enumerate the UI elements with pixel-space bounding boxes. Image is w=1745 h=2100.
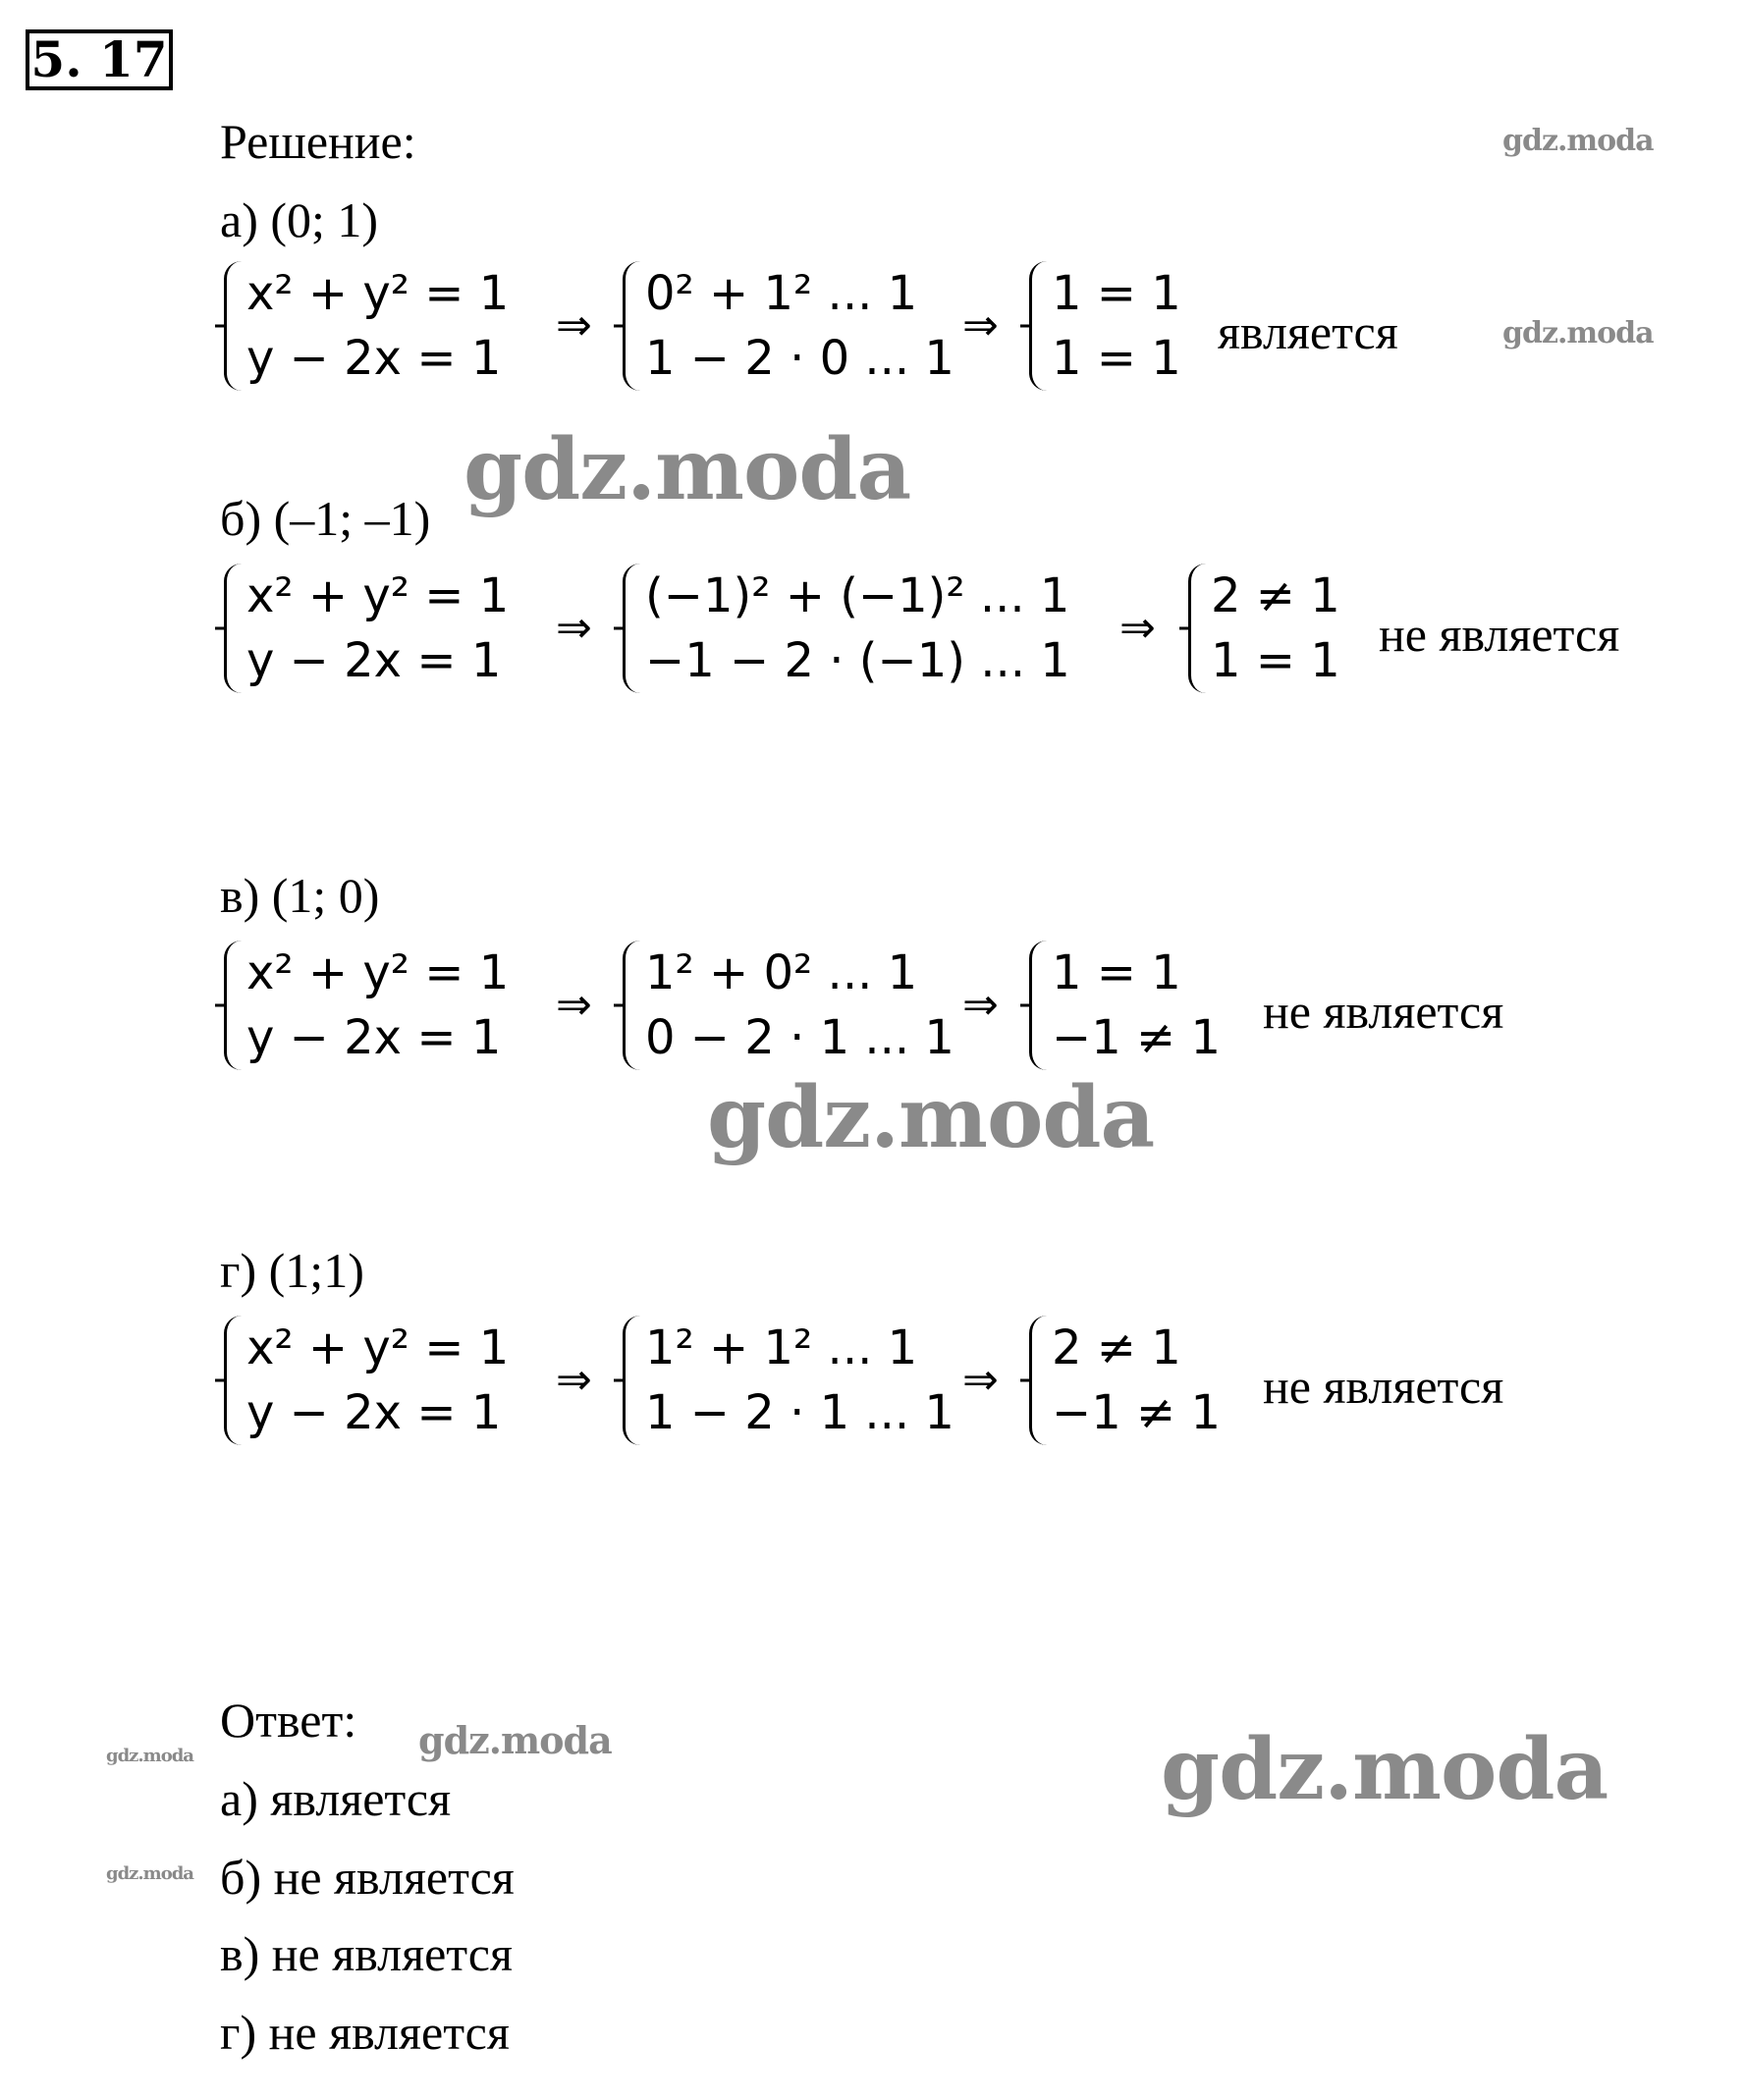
brace	[623, 1316, 641, 1445]
part-d-result: 2 ≠ 1 −1 ≠ 1	[1029, 1316, 1221, 1445]
part-b-substituted: (−1)² + (−1)² ... 1 −1 − 2 · (−1) ... 1	[623, 564, 1070, 693]
brace	[1029, 261, 1048, 391]
implies-arrow: ⇒	[962, 1355, 999, 1405]
brace	[623, 564, 641, 693]
solution-label: Решение:	[220, 114, 416, 169]
watermark: gdz.moda	[106, 1746, 193, 1766]
watermark: gdz.moda	[1161, 1720, 1609, 1819]
watermark: gdz.moda	[1502, 124, 1654, 158]
brace	[623, 261, 641, 391]
part-b-status: не является	[1379, 607, 1620, 662]
part-d-status: не является	[1263, 1359, 1504, 1414]
part-c-heading: в) (1; 0)	[220, 868, 380, 923]
watermark: gdz.moda	[1502, 316, 1654, 350]
watermark: gdz.moda	[707, 1068, 1155, 1167]
answer-item: б) не является	[220, 1850, 515, 1905]
implies-arrow: ⇒	[556, 1355, 592, 1405]
implies-arrow: ⇒	[1119, 603, 1156, 653]
implies-arrow: ⇒	[962, 980, 999, 1030]
part-d-substituted: 1² + 1² ... 1 1 − 2 · 1 ... 1	[623, 1316, 954, 1445]
part-b-result: 2 ≠ 1 1 = 1	[1188, 564, 1340, 693]
answer-item: г) не является	[220, 2005, 510, 2060]
implies-arrow: ⇒	[962, 300, 999, 350]
brace	[224, 941, 243, 1070]
part-d-heading: г) (1;1)	[220, 1243, 364, 1298]
watermark: gdz.moda	[418, 1718, 612, 1762]
part-b-system: x² + y² = 1 y − 2x = 1	[224, 564, 509, 693]
implies-arrow: ⇒	[556, 980, 592, 1030]
part-a-result: 1 = 1 1 = 1	[1029, 261, 1181, 391]
brace	[1188, 564, 1207, 693]
part-a-system: x² + y² = 1 y − 2x = 1	[224, 261, 509, 391]
brace	[623, 941, 641, 1070]
answer-item: в) не является	[220, 1926, 513, 1981]
answer-label: Ответ:	[220, 1693, 357, 1748]
brace	[1029, 1316, 1048, 1445]
brace	[224, 261, 243, 391]
part-a-heading: а) (0; 1)	[220, 192, 379, 247]
brace	[1029, 941, 1048, 1070]
watermark: gdz.moda	[464, 420, 911, 519]
problem-number: 5. 17	[26, 29, 173, 90]
brace	[224, 1316, 243, 1445]
brace	[224, 564, 243, 693]
part-c-system: x² + y² = 1 y − 2x = 1	[224, 941, 509, 1070]
implies-arrow: ⇒	[556, 300, 592, 350]
part-d-system: x² + y² = 1 y − 2x = 1	[224, 1316, 509, 1445]
part-b-heading: б) (–1; –1)	[220, 491, 431, 546]
part-c-status: не является	[1263, 984, 1504, 1039]
implies-arrow: ⇒	[556, 603, 592, 653]
part-c-result: 1 = 1 −1 ≠ 1	[1029, 941, 1221, 1070]
watermark: gdz.moda	[106, 1863, 193, 1884]
part-a-substituted: 0² + 1² ... 1 1 − 2 · 0 ... 1	[623, 261, 954, 391]
answer-item: а) является	[220, 1771, 452, 1826]
part-a-status: является	[1218, 304, 1398, 359]
part-c-substituted: 1² + 0² ... 1 0 − 2 · 1 ... 1	[623, 941, 954, 1070]
